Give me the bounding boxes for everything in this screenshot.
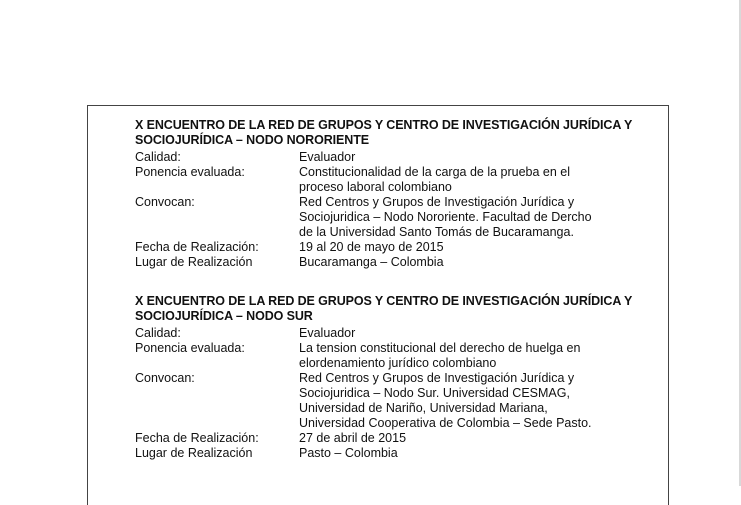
value-line: Red Centros y Grupos de Investigación Jurídica y <box>299 195 575 209</box>
field-label: Convocan: <box>135 195 195 209</box>
value-line: Red Centros y Grupos de Investigación Jurídica y <box>299 371 575 385</box>
field-fecha <box>135 431 655 446</box>
value-line: Sociojuridica – Nodo Nororiente. Facultad de Dercho <box>299 210 592 224</box>
event-entry-sur <box>135 294 655 461</box>
value-line: Pasto – Colombia <box>299 446 398 460</box>
field-value <box>299 431 639 446</box>
value-line: de la Universidad Santo Tomás de Bucaramanga. <box>299 225 574 239</box>
event-title-line-1: X ENCUENTRO DE LA RED DE GRUPOS Y CENTRO DE INVESTIGACIÓN JURÍDICA Y <box>135 118 633 132</box>
value-line: Bucaramanga – Colombia <box>299 255 444 269</box>
field-fecha <box>135 240 655 255</box>
event-title-line-2: SOCIOJURÍDICA – NODO SUR <box>135 309 313 323</box>
field-label: Calidad: <box>135 150 181 164</box>
event-entry-nororiente <box>135 118 655 270</box>
field-ponencia <box>135 165 655 195</box>
field-calidad <box>135 326 655 341</box>
value-line: 19 al 20 de mayo de 2015 <box>299 240 444 254</box>
field-convocan <box>135 195 655 240</box>
field-value <box>299 326 639 341</box>
field-value <box>299 341 639 371</box>
field-label: Fecha de Realización: <box>135 431 259 445</box>
value-line: Universidad de Nariño, Universidad Mariana, <box>299 401 548 415</box>
field-convocan <box>135 371 655 431</box>
event-title-line-1: X ENCUENTRO DE LA RED DE GRUPOS Y CENTRO DE INVESTIGACIÓN JURÍDICA Y <box>135 294 633 308</box>
field-value <box>299 255 639 270</box>
field-value <box>299 446 639 461</box>
field-label: Lugar de Realización <box>135 255 253 269</box>
value-line: proceso laboral colombiano <box>299 180 452 194</box>
field-lugar <box>135 255 655 270</box>
field-value <box>299 240 639 255</box>
field-lugar <box>135 446 655 461</box>
field-label: Lugar de Realización <box>135 446 253 460</box>
field-calidad <box>135 150 655 165</box>
value-line: Universidad Cooperativa de Colombia – Sede Pasto. <box>299 416 592 430</box>
event-title-line-2: SOCIOJURÍDICA – NODO NORORIENTE <box>135 133 369 147</box>
field-label: Convocan: <box>135 371 195 385</box>
field-ponencia <box>135 341 655 371</box>
event-title <box>135 294 655 324</box>
field-value <box>299 150 639 165</box>
field-value <box>299 165 639 195</box>
event-title <box>135 118 655 148</box>
value-line: 27 de abril de 2015 <box>299 431 407 445</box>
value-line: Evaluador <box>299 150 356 164</box>
value-line: Evaluador <box>299 326 356 340</box>
field-label: Ponencia evaluada: <box>135 165 245 179</box>
field-label: Ponencia evaluada: <box>135 341 245 355</box>
field-value <box>299 195 639 240</box>
value-line: Constitucionalidad de la carga de la prueba en el <box>299 165 571 179</box>
field-label: Calidad: <box>135 326 181 340</box>
field-value <box>299 371 639 431</box>
value-line: elordenamiento jurídico colombiano <box>299 356 497 370</box>
value-line: La tension constitucional del derecho de huelga en <box>299 341 581 355</box>
value-line: Sociojuridica – Nodo Sur. Universidad CESMAG, <box>299 386 570 400</box>
field-label: Fecha de Realización: <box>135 240 259 254</box>
